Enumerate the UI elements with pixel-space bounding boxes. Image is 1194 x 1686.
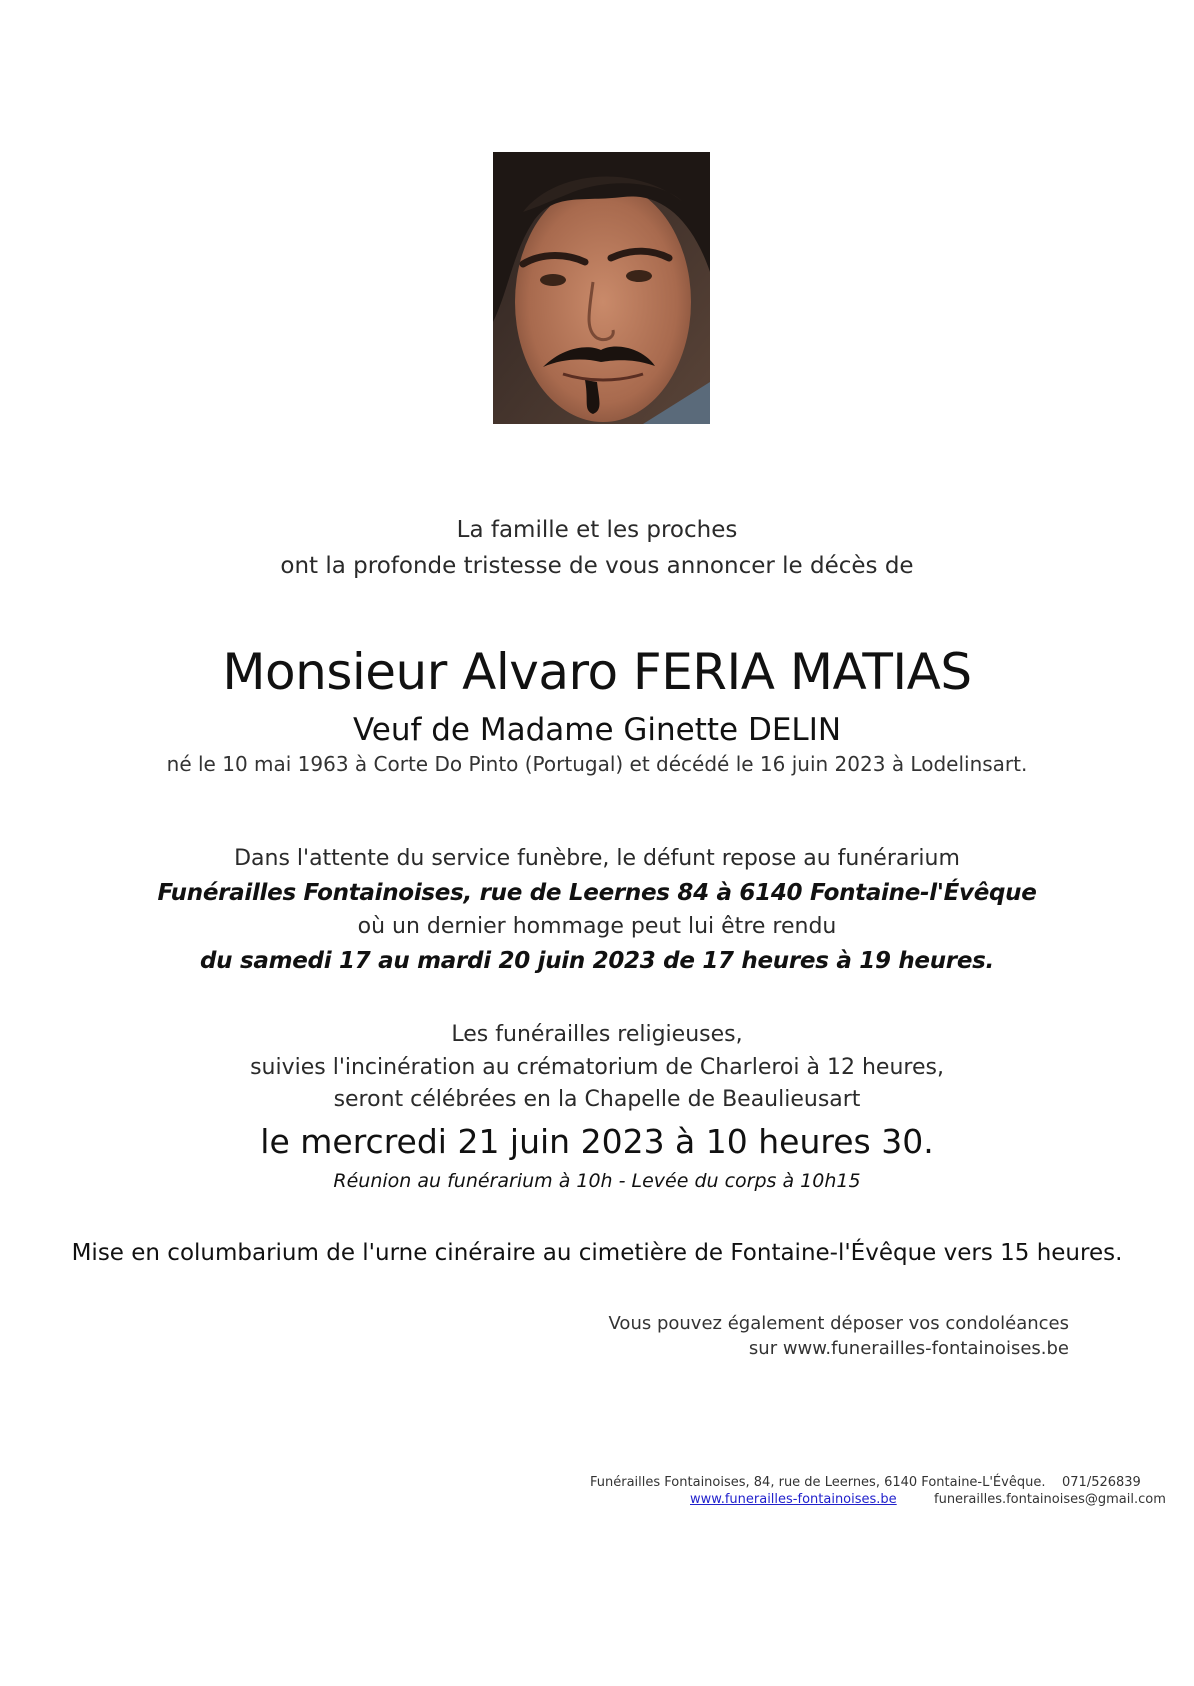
funerarium-place: Funérailles Fontainoises, rue de Leernes 84 à 6140 Fontaine-l'Évêque xyxy=(157,880,1037,906)
condolences-line-1: Vous pouvez également déposer vos condoléances xyxy=(608,1313,1069,1334)
visitation-hommage: où un dernier hommage peut lui être rendu xyxy=(357,914,837,939)
footer-phone: 071/526839 xyxy=(1062,1475,1141,1490)
widow-of: Veuf de Madame Ginette DELIN xyxy=(352,712,842,748)
intro-line-2: ont la profonde tristesse de vous annoncer le décès de xyxy=(280,553,914,579)
funeral-date: le mercredi 21 juin 2023 à 10 heures 30. xyxy=(260,1122,934,1161)
footer-website[interactable]: www.funerailles-fontainoises.be xyxy=(690,1492,897,1507)
footer-website-link[interactable] xyxy=(690,1492,897,1507)
birth-death-details: né le 10 mai 1963 à Corte Do Pinto (Portugal) et décédé le 16 juin 2023 à Lodelinsart. xyxy=(166,752,1028,776)
visitation-dates: du samedi 17 au mardi 20 juin 2023 de 17 heures à 19 heures. xyxy=(200,948,994,974)
visitation-intro: Dans l'attente du service funèbre, le défunt repose au funérarium xyxy=(234,846,960,871)
deceased-name: Monsieur Alvaro FERIA MATIAS xyxy=(222,643,972,701)
funeral-line-2: suivies l'incinération au crématorium de Charleroi à 12 heures, xyxy=(250,1055,944,1080)
footer-email: funerailles.fontainoises@gmail.com xyxy=(934,1492,1166,1507)
condolences-line-2: sur www.funerailles-fontainoises.be xyxy=(748,1338,1069,1359)
funeral-line-1: Les funérailles religieuses, xyxy=(451,1022,743,1047)
footer-address: Funérailles Fontainoises, 84, rue de Leernes, 6140 Fontaine-L'Évêque. xyxy=(590,1475,1046,1490)
columbarium-notice: Mise en columbarium de l'urne cinéraire au cimetière de Fontaine-l'Évêque vers 15 heures. xyxy=(71,1240,1123,1266)
intro-line-1: La famille et les proches xyxy=(456,517,738,543)
portrait-photo xyxy=(493,152,710,424)
portrait-photo-icon xyxy=(493,152,710,424)
funeral-line-3: seront célébrées en la Chapelle de Beaulieusart xyxy=(333,1087,861,1112)
meeting-details: Réunion au funérarium à 10h - Levée du corps à 10h15 xyxy=(333,1170,861,1192)
